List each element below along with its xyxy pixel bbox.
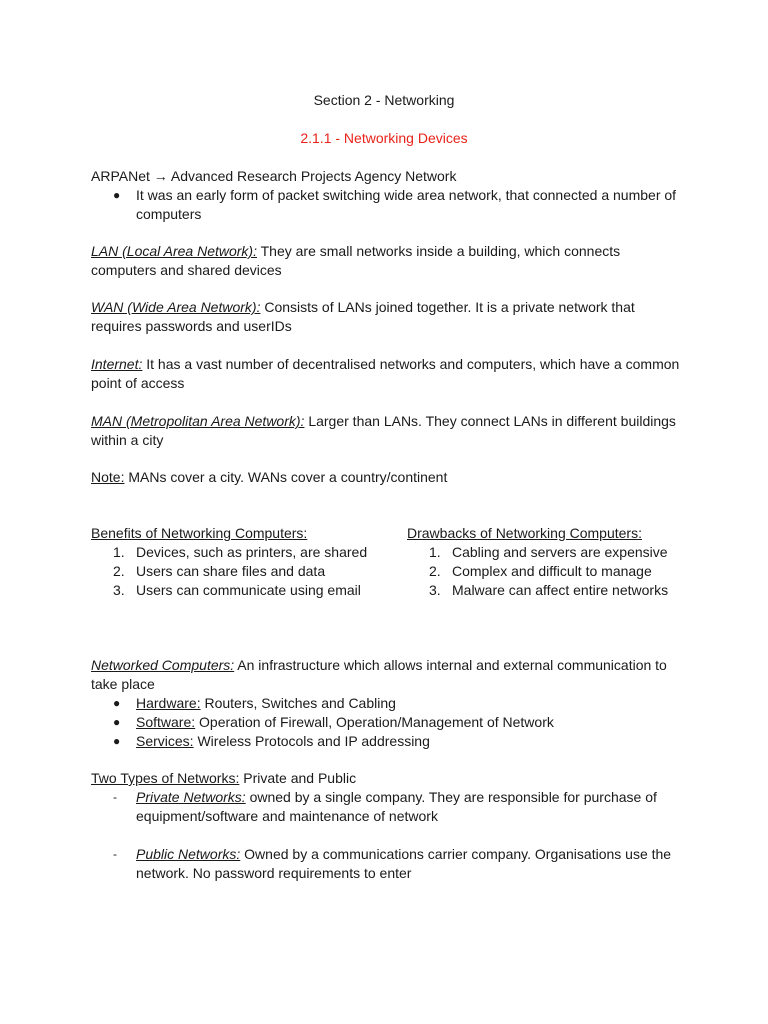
public-term: Public Networks: [136,846,241,862]
bullet-icon: ● [113,734,121,748]
benefits-column [91,524,381,600]
drawback-text: Malware can affect entire networks [452,582,669,598]
item-text: Routers, Switches and Cabling [200,695,396,711]
item-term: Hardware: [136,695,201,711]
networked-paragraph [91,656,681,694]
lan-term: LAN (Local Area Network): [91,243,257,259]
types-paragraph [91,769,681,788]
list-item [91,788,681,826]
list-item: 2. Complex and difficult to manage [429,563,652,579]
note-paragraph [91,468,681,487]
benefit-text: Devices, such as printers, are shared [136,544,368,560]
list-item [91,694,681,713]
item-term: Services: [136,733,194,749]
page-title: Section 2 - Networking [313,92,455,108]
types-section [91,769,681,883]
list-item: 3. Users can communicate using email [113,582,361,598]
benefits-heading: Benefits of Networking Computers: [91,525,308,541]
networked-text: An infrastructure which allows internal and external communication to take place [91,657,667,692]
networked-section [91,656,681,751]
list-item [91,845,681,883]
networked-term: Networked Computers: [91,657,235,673]
drawback-text: Cabling and servers are expensive [452,544,668,560]
internet-term: Internet: [91,356,143,372]
drawbacks-column [407,524,697,600]
item-text: Wireless Protocols and IP addressing [193,733,430,749]
item-term: Software: [136,714,196,730]
item-text: Operation of Firewall, Operation/Management of Network [195,714,554,730]
note-text: MANs cover a city. WANs cover a country/continent [124,469,448,485]
wan-term: WAN (Wide Area Network): [91,299,261,315]
private-text: owned by a single company. They are responsible for purchase of equipment/software and maintenance of network [136,789,657,824]
note-term: Note: [91,469,125,485]
types-term: Two Types of Networks: [91,770,240,786]
list-item: 1. Cabling and servers are expensive [429,544,668,560]
benefit-text: Users can communicate using email [136,582,361,598]
dash-icon: - [113,847,117,861]
wan-paragraph [91,298,681,336]
man-text: Larger than LANs. They connect LANs in different buildings within a city [91,413,676,448]
benefit-text: Users can share files and data [136,563,326,579]
list-item [91,186,681,224]
list-item: 1. Devices, such as printers, are shared [113,544,368,560]
drawbacks-heading: Drawbacks of Networking Computers: [407,525,642,541]
arpanet-bullet-text: It was an early form of packet switching wide area network, that connected a number of computers [136,187,677,222]
arpanet-section [91,167,681,224]
lan-text: They are small networks inside a building, which connects computers and shared devices [91,243,621,278]
man-term: MAN (Metropolitan Area Network): [91,413,305,429]
public-text: Owned by a communications carrier company. Organisations use the network. No password requirements to enter [136,846,672,881]
drawback-text: Complex and difficult to manage [452,563,652,579]
list-item: 3. Malware can affect entire networks [429,582,669,598]
list-item [91,713,681,732]
internet-paragraph [91,355,681,393]
private-term: Private Networks: [136,789,246,805]
list-item [91,732,681,751]
section-subtitle: 2.1.1 - Networking Devices [300,130,468,146]
dash-icon: - [113,790,117,804]
list-item: 2. Users can share files and data [113,563,326,579]
wan-text: Consists of LANs joined together. It is a private network that requires passwords and userIDs [91,299,635,334]
man-paragraph [91,412,681,450]
types-text: Private and Public [239,770,357,786]
arpanet-heading: ARPANet → Advanced Research Projects Agency Network [91,168,457,184]
internet-text: It has a vast number of decentralised networks and computers, which have a common point of access [91,356,680,391]
bullet-icon: ● [113,696,121,710]
lan-paragraph [91,242,681,280]
bullet-icon: ● [113,715,121,729]
bullet-icon: ● [113,188,121,202]
